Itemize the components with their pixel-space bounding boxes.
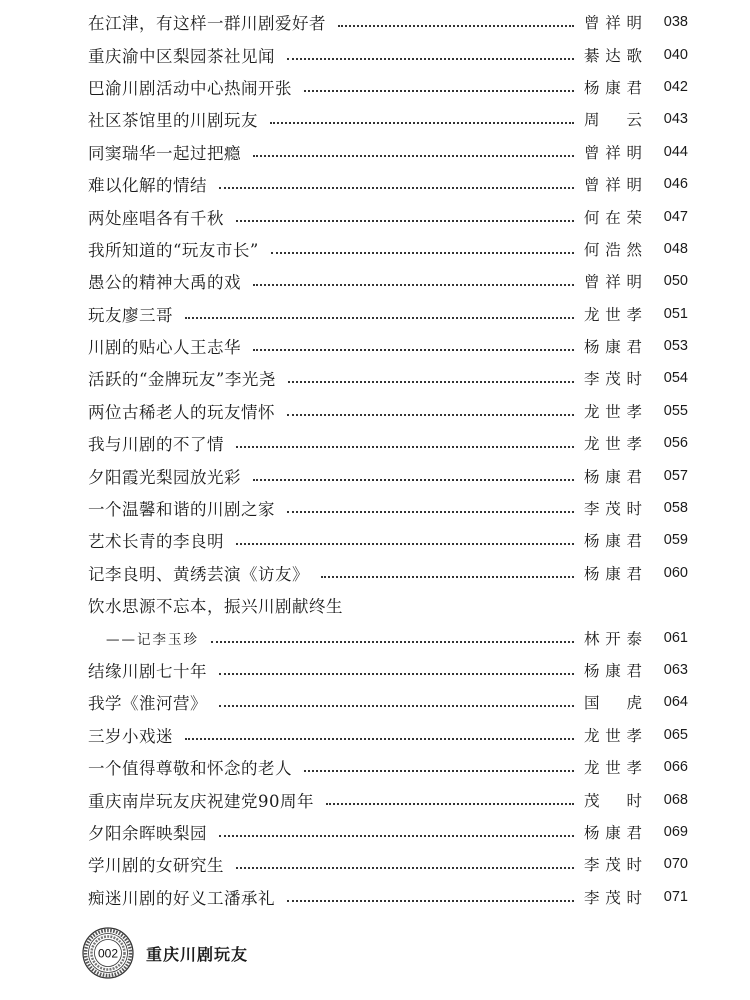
toc-entry-page: 042 — [663, 78, 688, 95]
toc-entry-page: 063 — [663, 662, 688, 678]
toc-entry-page: 038 — [663, 14, 688, 31]
toc-entry-author: 曾祥明 — [584, 176, 644, 195]
toc-entry — [88, 136, 688, 168]
toc-entry-title: 社区茶馆里的川剧玩友 — [88, 111, 258, 131]
toc-entry-author: 綦达歌 — [584, 46, 644, 65]
dot-leader — [253, 284, 574, 286]
dot-leader — [287, 900, 574, 902]
toc-entry — [88, 38, 688, 70]
toc-entry-page: 053 — [663, 338, 688, 355]
table-of-contents — [88, 6, 688, 913]
toc-entry-title: 同窦瑞华一起过把瘾 — [88, 143, 241, 163]
toc-entry-page: 056 — [663, 435, 688, 452]
toc-entry-author: 李茂时 — [584, 888, 644, 907]
toc-entry-title: 玩友廖三哥 — [88, 305, 173, 325]
toc-entry — [88, 524, 688, 556]
toc-entry — [88, 265, 688, 297]
dot-leader — [219, 835, 574, 837]
toc-entry-page: 064 — [663, 694, 688, 711]
toc-entry-page: 046 — [663, 176, 688, 193]
toc-entry-author: 何浩然 — [584, 240, 644, 259]
dot-leader — [253, 349, 574, 351]
toc-entry — [88, 848, 688, 880]
page-footer — [82, 928, 248, 978]
toc-entry-title: 夕阳余晖映梨园 — [88, 823, 207, 843]
toc-entry — [88, 362, 688, 394]
toc-entry-author: 国虎 — [584, 694, 644, 713]
dot-leader — [287, 58, 574, 60]
toc-entry-author: 龙世孝 — [584, 402, 644, 421]
page-number: 002 — [97, 946, 119, 961]
book-title: 重庆川剧玩友 — [146, 944, 249, 964]
toc-entry-title: 学川剧的女研究生 — [88, 856, 224, 876]
toc-entry — [88, 557, 688, 589]
toc-entry — [88, 71, 688, 103]
toc-entry — [88, 492, 688, 524]
toc-entry — [88, 751, 688, 783]
toc-entry-page: 069 — [663, 823, 688, 840]
toc-entry — [88, 427, 688, 459]
toc-entry-author: 曾祥明 — [584, 14, 644, 33]
toc-entry-page: 057 — [663, 467, 688, 484]
dot-leader — [253, 479, 574, 481]
toc-entry — [88, 881, 688, 913]
toc-entry-page: 070 — [663, 856, 688, 873]
dot-leader — [304, 770, 574, 772]
toc-entry-title: 重庆南岸玩友庆祝建党90周年 — [88, 791, 314, 811]
toc-entry — [88, 719, 688, 751]
dot-leader — [211, 641, 574, 643]
dot-leader — [271, 252, 574, 254]
toc-entry-title: 两位古稀老人的玩友情怀 — [88, 402, 275, 422]
toc-entry — [88, 200, 688, 232]
toc-entry-author: 周云 — [584, 111, 644, 130]
toc-entry-author: 李茂时 — [584, 370, 644, 389]
toc-entry-author: 李茂时 — [584, 500, 644, 519]
dot-leader — [338, 25, 574, 27]
dot-leader — [236, 543, 574, 545]
toc-entry-page: 059 — [663, 532, 688, 549]
toc-entry — [88, 168, 688, 200]
dot-leader — [219, 705, 574, 707]
toc-entry-author: 龙世孝 — [584, 435, 644, 454]
toc-entry-author: 林开泰 — [584, 629, 644, 648]
dot-leader — [287, 511, 574, 513]
toc-entry-title: 两处座唱各有千秋 — [88, 208, 224, 228]
toc-entry-title: ——记李玉珍 — [106, 631, 199, 648]
toc-entry-page: 040 — [663, 46, 688, 63]
toc-entry-title: 活跃的“金牌玩友”李光尧 — [88, 370, 276, 390]
toc-entry-page: 043 — [663, 111, 688, 128]
toc-entry-title: 三岁小戏迷 — [88, 726, 173, 746]
toc-entry-author: 杨康君 — [584, 823, 644, 842]
toc-entry-title: 结缘川剧七十年 — [88, 662, 207, 681]
toc-entry-author: 曾祥明 — [584, 273, 644, 292]
toc-entry — [88, 589, 688, 621]
toc-entry-title: 记李良明、黄绣芸演《访友》 — [88, 564, 309, 584]
toc-entry-page: 061 — [663, 629, 688, 646]
dot-leader — [326, 803, 574, 805]
toc-entry-page: 050 — [663, 273, 688, 290]
toc-entry-title: 难以化解的情结 — [88, 176, 207, 196]
toc-entry-author: 龙世孝 — [584, 726, 644, 745]
dot-leader — [236, 446, 574, 448]
toc-entry-title: 饮水思源不忘本，振兴川剧献终生 — [88, 597, 343, 617]
toc-entry — [88, 621, 688, 653]
toc-entry — [88, 6, 688, 38]
toc-entry-title: 一个温馨和谐的川剧之家 — [88, 500, 275, 520]
toc-entry — [88, 330, 688, 362]
toc-entry-title: 一个值得尊敬和怀念的老人 — [88, 759, 292, 779]
toc-entry-author: 杨康君 — [584, 564, 644, 583]
toc-entry-title: 巴渝川剧活动中心热闹开张 — [88, 78, 292, 98]
toc-entry-page: 055 — [663, 402, 688, 419]
toc-entry-page: 054 — [663, 370, 688, 387]
toc-entry-title: 在江津，有这样一群川剧爱好者 — [88, 14, 326, 34]
toc-entry-page: 066 — [663, 759, 688, 776]
dot-leader — [185, 317, 574, 319]
dot-leader — [321, 576, 574, 578]
toc-entry-author: 杨康君 — [584, 532, 644, 551]
toc-entry-author: 何在荣 — [584, 208, 644, 227]
toc-entry — [88, 459, 688, 491]
toc-entry-title: 艺术长青的李良明 — [88, 532, 224, 552]
toc-entry-author: 曾祥明 — [584, 143, 644, 162]
dot-leader — [288, 381, 574, 383]
dot-leader — [185, 738, 574, 740]
toc-entry-title: 痴迷川剧的好义工潘承礼 — [88, 888, 275, 908]
toc-entry-author: 杨康君 — [584, 338, 644, 357]
dot-leader — [304, 90, 574, 92]
toc-entry — [88, 686, 688, 718]
toc-entry-page: 065 — [663, 726, 688, 743]
toc-entry-page: 060 — [663, 564, 688, 581]
toc-entry — [88, 103, 688, 135]
toc-entry-author: 杨康君 — [584, 662, 644, 680]
toc-entry-title: 愚公的精神大禹的戏 — [88, 273, 241, 293]
dot-leader — [287, 414, 574, 416]
toc-entry-page: 051 — [663, 305, 688, 322]
dot-leader — [270, 122, 574, 124]
toc-entry-title: 我与川剧的不了情 — [88, 435, 224, 455]
dot-leader — [236, 220, 574, 222]
dot-leader — [219, 673, 574, 675]
toc-entry-page: 058 — [663, 500, 688, 517]
toc-entry-author: 茂时 — [584, 791, 644, 810]
toc-entry-title: 川剧的贴心人王志华 — [88, 338, 241, 358]
toc-entry-title: 重庆渝中区梨园茶社见闻 — [88, 46, 275, 66]
toc-entry — [88, 816, 688, 848]
toc-entry — [88, 783, 688, 815]
toc-entry-title: 我学《淮河营》 — [88, 694, 207, 714]
toc-entry — [88, 298, 688, 330]
toc-entry-title: 我所知道的“玩友市长” — [88, 240, 259, 260]
toc-entry-author: 杨康君 — [584, 78, 644, 97]
toc-entry-title: 夕阳霞光梨园放光彩 — [88, 467, 241, 487]
toc-entry-page: 068 — [663, 791, 688, 808]
toc-entry-author: 龙世孝 — [584, 305, 644, 324]
toc-entry-page: 071 — [663, 888, 688, 905]
toc-entry-page: 048 — [663, 240, 688, 257]
toc-entry — [88, 654, 688, 686]
toc-entry — [88, 395, 688, 427]
dot-leader — [253, 155, 574, 157]
toc-entry-author: 杨康君 — [584, 467, 644, 486]
dot-leader — [236, 867, 574, 869]
dot-leader — [219, 187, 574, 189]
toc-entry-page: 047 — [663, 208, 688, 225]
toc-entry-author: 李茂时 — [584, 856, 644, 875]
toc-entry-author: 龙世孝 — [584, 759, 644, 778]
toc-entry — [88, 233, 688, 265]
page-number-medallion — [82, 927, 134, 979]
toc-entry-page: 044 — [663, 143, 688, 160]
